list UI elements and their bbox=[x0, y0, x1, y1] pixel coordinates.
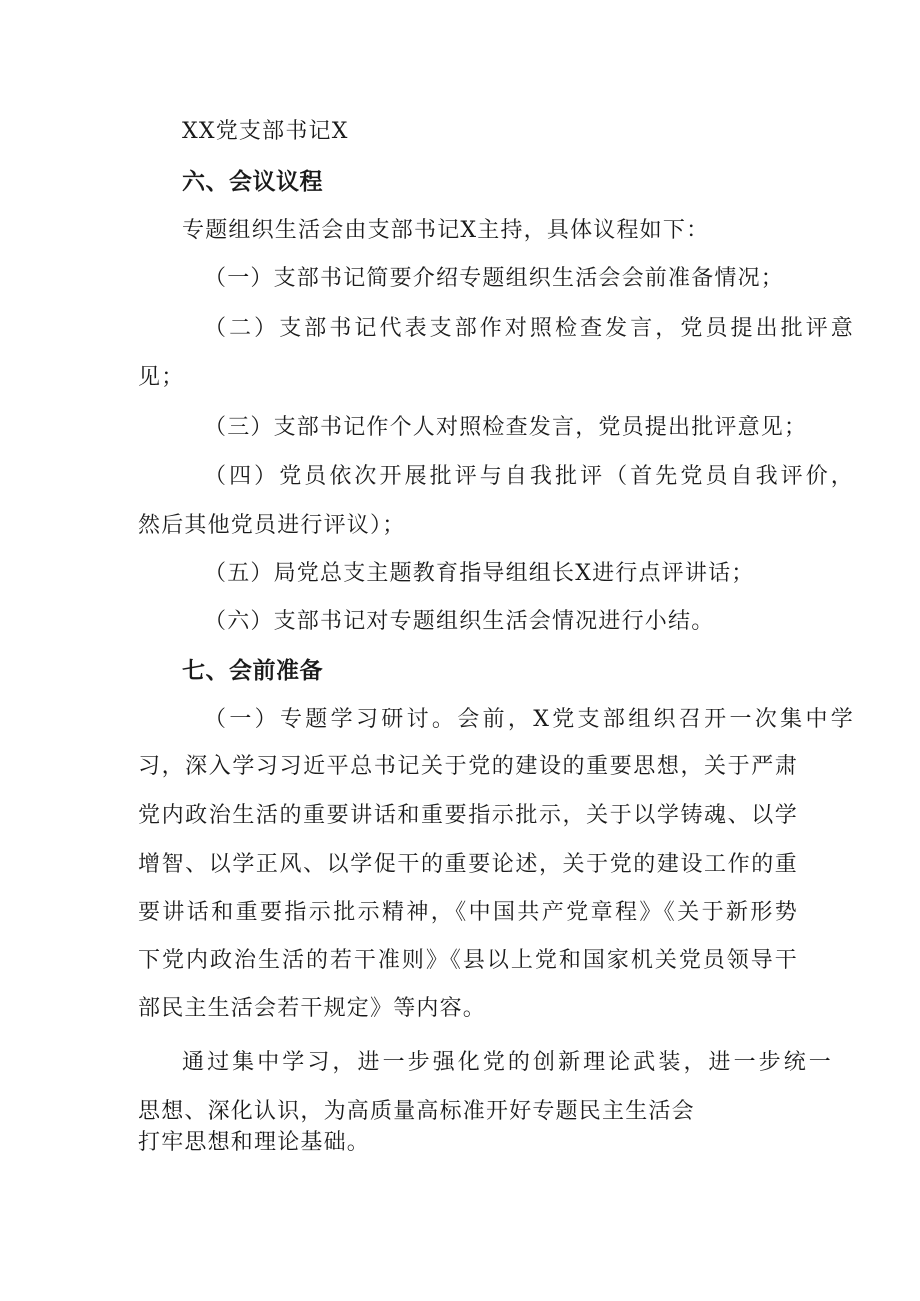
agenda-item-2-cont: 见； bbox=[138, 365, 185, 390]
signer-line: XX党支部书记X bbox=[182, 119, 349, 144]
section-heading-preparation: 七、会前准备 bbox=[182, 658, 323, 684]
prep-para1-line1: （一）专题学习研讨。会前，X党支部组织召开一次集中学 bbox=[204, 707, 854, 732]
agenda-item-6: （六）支部书记对专题组织生活会情况进行小结。 bbox=[204, 609, 715, 634]
prep-para1-line6: 下党内政治生活的若干准则》《县以上党和国家机关党员领导干 bbox=[138, 948, 798, 973]
prep-para1-line5: 要讲话和重要指示批示精神，《中国共产党章程》《关于新形势 bbox=[138, 900, 798, 925]
agenda-item-3: （三）支部书记作个人对照检查发言，党员提出批评意见； bbox=[204, 415, 808, 440]
prep-para1-line7: 部民主生活会若干规定》等内容。 bbox=[138, 996, 487, 1021]
agenda-item-4-cont: 然后其他党员进行评议）； bbox=[138, 513, 406, 538]
prep-para2-line2: 思想、深化认识，为高质量高标准开好专题民主生活会 bbox=[138, 1099, 695, 1124]
agenda-item-4: （四）党员依次开展批评与自我批评（首先党员自我评价， bbox=[204, 464, 854, 489]
prep-para2-line1: 通过集中学习，进一步强化党的创新理论武装，进一步统一 bbox=[182, 1050, 832, 1075]
agenda-item-5: （五）局党总支主题教育指导组组长X进行点评讲话； bbox=[204, 561, 755, 586]
agenda-item-2: （二）支部书记代表支部作对照检查发言，党员提出批评意 bbox=[204, 316, 854, 341]
prep-para1-line3: 党内政治生活的重要讲话和重要指示批示，关于以学铸魂、以学 bbox=[138, 803, 798, 828]
agenda-item-1: （一）支部书记简要介绍专题组织生活会会前准备情况； bbox=[204, 266, 785, 291]
prep-para1-line2: 习，深入学习习近平总书记关于党的建设的重要思想，关于严肃 bbox=[138, 754, 798, 779]
prep-para2-line3: 打牢思想和理论基础。 bbox=[138, 1130, 371, 1155]
prep-para1-line4: 增智、以学正风、以学促干的重要论述，关于党的建设工作的重 bbox=[138, 852, 798, 877]
section-heading-agenda: 六、会议议程 bbox=[182, 169, 323, 195]
agenda-intro: 专题组织生活会由支部书记X主持，具体议程如下： bbox=[182, 218, 710, 243]
